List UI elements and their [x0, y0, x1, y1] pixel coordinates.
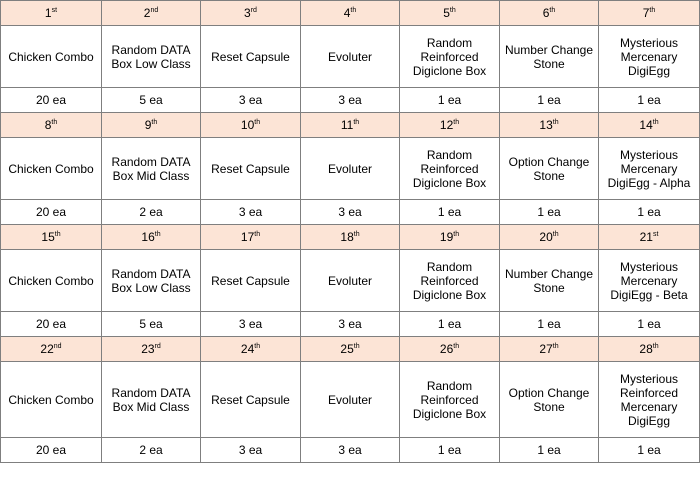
day-ordinal-suffix: th — [453, 119, 460, 126]
reward-item-name: Number Change Stone — [500, 26, 599, 88]
reward-quantity-row — [1, 88, 700, 113]
reward-item-row — [1, 250, 700, 312]
reward-quantity: 2 ea — [102, 438, 201, 463]
reward-item-name: Random Reinforced Digiclone Box — [400, 362, 500, 438]
day-number: 2 — [143, 6, 151, 20]
reward-item-row — [1, 26, 700, 88]
day-cell — [102, 113, 201, 138]
day-ordinal-suffix: st — [51, 7, 58, 14]
day-number: 11 — [340, 118, 354, 132]
day-number: 21 — [639, 230, 653, 244]
day-ordinal-suffix: th — [151, 119, 158, 126]
day-number: 3 — [244, 6, 251, 20]
day-cell — [500, 337, 599, 362]
day-header-row — [1, 337, 700, 362]
reward-quantity: 1 ea — [500, 312, 599, 337]
day-cell — [599, 225, 700, 250]
reward-item-name: Random Reinforced Digiclone Box — [400, 138, 500, 200]
day-cell — [500, 225, 599, 250]
day-ordinal-suffix: st — [652, 231, 659, 238]
reward-item-name: Random DATA Box Low Class — [102, 250, 201, 312]
day-number: 12 — [439, 118, 454, 132]
day-number: 22 — [40, 342, 54, 356]
day-number: 20 — [539, 230, 553, 244]
reward-quantity: 1 ea — [400, 88, 500, 113]
day-number: 25 — [340, 342, 354, 356]
day-cell — [1, 225, 102, 250]
reward-quantity: 1 ea — [400, 200, 500, 225]
day-ordinal-suffix: rd — [154, 343, 161, 350]
reward-quantity: 20 ea — [1, 438, 102, 463]
day-cell — [400, 1, 500, 26]
day-number: 13 — [539, 118, 553, 132]
day-header-row — [1, 225, 700, 250]
reward-item-name: Random Reinforced Digiclone Box — [400, 250, 500, 312]
reward-quantity: 1 ea — [400, 438, 500, 463]
day-header-row — [1, 1, 700, 26]
day-number: 7 — [642, 6, 650, 20]
day-ordinal-suffix: th — [453, 231, 460, 238]
reward-item-name: Mysterious Mercenary DigiEgg — [599, 26, 700, 88]
reward-quantity: 5 ea — [102, 312, 201, 337]
day-cell — [599, 1, 700, 26]
day-ordinal-suffix: th — [353, 343, 360, 350]
day-number: 9 — [144, 118, 152, 132]
day-cell — [599, 337, 700, 362]
reward-item-name: Chicken Combo — [1, 362, 102, 438]
reward-item-name: Evoluter — [301, 26, 400, 88]
day-cell — [102, 1, 201, 26]
day-ordinal-suffix: nd — [53, 343, 62, 350]
day-number: 24 — [240, 342, 255, 356]
reward-item-name: Mysterious Mercenary DigiEgg - Alpha — [599, 138, 700, 200]
reward-item-name: Chicken Combo — [1, 250, 102, 312]
table-body — [1, 1, 700, 463]
day-number: 6 — [542, 6, 550, 20]
day-ordinal-suffix: th — [254, 119, 261, 126]
reward-quantity: 1 ea — [500, 438, 599, 463]
reward-quantity: 1 ea — [599, 438, 700, 463]
reward-item-name: Random Reinforced Digiclone Box — [400, 26, 500, 88]
reward-quantity-row — [1, 438, 700, 463]
day-ordinal-suffix: th — [254, 231, 261, 238]
day-cell — [201, 113, 301, 138]
day-number: 27 — [539, 342, 553, 356]
day-number: 4 — [343, 6, 351, 20]
reward-quantity: 3 ea — [301, 438, 400, 463]
day-ordinal-suffix: th — [453, 343, 460, 350]
reward-item-name: Reset Capsule — [201, 138, 301, 200]
day-number: 26 — [439, 342, 454, 356]
day-ordinal-suffix: th — [154, 231, 161, 238]
day-number: 15 — [41, 230, 55, 244]
reward-quantity-row — [1, 200, 700, 225]
reward-item-name: Evoluter — [301, 362, 400, 438]
day-ordinal-suffix: th — [552, 343, 559, 350]
day-number: 8 — [44, 118, 52, 132]
day-cell — [500, 113, 599, 138]
day-cell — [301, 225, 400, 250]
day-cell — [400, 113, 500, 138]
day-ordinal-suffix: th — [649, 7, 656, 14]
day-ordinal-suffix: th — [549, 7, 556, 14]
day-cell — [1, 1, 102, 26]
reward-quantity: 20 ea — [1, 88, 102, 113]
reward-item-name: Reset Capsule — [201, 250, 301, 312]
reward-item-name: Evoluter — [301, 250, 400, 312]
reward-quantity: 20 ea — [1, 200, 102, 225]
reward-quantity-row — [1, 312, 700, 337]
reward-quantity: 3 ea — [201, 200, 301, 225]
day-cell — [400, 337, 500, 362]
reward-quantity: 3 ea — [201, 88, 301, 113]
day-cell — [599, 113, 700, 138]
day-cell — [500, 1, 599, 26]
reward-quantity: 3 ea — [301, 312, 400, 337]
reward-item-name: Mysterious Mercenary DigiEgg - Beta — [599, 250, 700, 312]
day-ordinal-suffix: th — [552, 119, 559, 126]
day-cell — [201, 225, 301, 250]
reward-quantity: 3 ea — [201, 438, 301, 463]
reward-item-name: Reset Capsule — [201, 362, 301, 438]
day-ordinal-suffix: th — [254, 343, 261, 350]
reward-item-row — [1, 138, 700, 200]
reward-item-name: Reset Capsule — [201, 26, 301, 88]
day-ordinal-suffix: th — [652, 119, 659, 126]
day-number: 1 — [44, 6, 52, 20]
reward-quantity: 1 ea — [599, 200, 700, 225]
reward-item-name: Random DATA Box Mid Class — [102, 362, 201, 438]
reward-quantity: 1 ea — [500, 88, 599, 113]
reward-item-name: Option Change Stone — [500, 138, 599, 200]
day-cell — [301, 1, 400, 26]
reward-item-name: Option Change Stone — [500, 362, 599, 438]
day-number: 17 — [240, 230, 255, 244]
day-ordinal-suffix: th — [652, 343, 659, 350]
reward-item-name: Random DATA Box Mid Class — [102, 138, 201, 200]
day-number: 16 — [141, 230, 155, 244]
day-number: 23 — [141, 342, 155, 356]
day-ordinal-suffix: th — [54, 231, 61, 238]
day-cell — [102, 225, 201, 250]
reward-quantity: 1 ea — [599, 88, 700, 113]
day-cell — [201, 1, 301, 26]
reward-quantity: 20 ea — [1, 312, 102, 337]
day-cell — [400, 225, 500, 250]
day-ordinal-suffix: th — [51, 119, 58, 126]
reward-quantity: 3 ea — [301, 88, 400, 113]
reward-item-name: Mysterious Reinforced Mercenary DigiEgg — [599, 362, 700, 438]
day-cell — [301, 113, 400, 138]
reward-quantity: 3 ea — [301, 200, 400, 225]
reward-item-row — [1, 362, 700, 438]
reward-item-name: Evoluter — [301, 138, 400, 200]
day-cell — [102, 337, 201, 362]
reward-item-name: Chicken Combo — [1, 138, 102, 200]
day-header-row — [1, 113, 700, 138]
day-ordinal-suffix: nd — [150, 7, 159, 14]
day-cell — [1, 113, 102, 138]
day-cell — [1, 337, 102, 362]
reward-item-name: Random DATA Box Low Class — [102, 26, 201, 88]
reward-quantity: 2 ea — [102, 200, 201, 225]
day-ordinal-suffix: th — [449, 7, 456, 14]
day-number: 10 — [240, 118, 255, 132]
day-number: 5 — [443, 6, 450, 20]
day-number: 19 — [439, 230, 454, 244]
day-cell — [301, 337, 400, 362]
day-ordinal-suffix: th — [353, 231, 360, 238]
day-ordinal-suffix: th — [552, 231, 559, 238]
reward-quantity: 3 ea — [201, 312, 301, 337]
reward-quantity: 1 ea — [400, 312, 500, 337]
day-number: 18 — [340, 230, 354, 244]
day-ordinal-suffix: rd — [250, 7, 257, 14]
day-number: 28 — [639, 342, 653, 356]
day-number: 14 — [639, 118, 653, 132]
reward-quantity: 5 ea — [102, 88, 201, 113]
reward-item-name: Chicken Combo — [1, 26, 102, 88]
reward-quantity: 1 ea — [500, 200, 599, 225]
reward-quantity: 1 ea — [599, 312, 700, 337]
day-ordinal-suffix: th — [350, 7, 357, 14]
day-ordinal-suffix: th — [353, 119, 360, 126]
reward-item-name: Number Change Stone — [500, 250, 599, 312]
day-cell — [201, 337, 301, 362]
